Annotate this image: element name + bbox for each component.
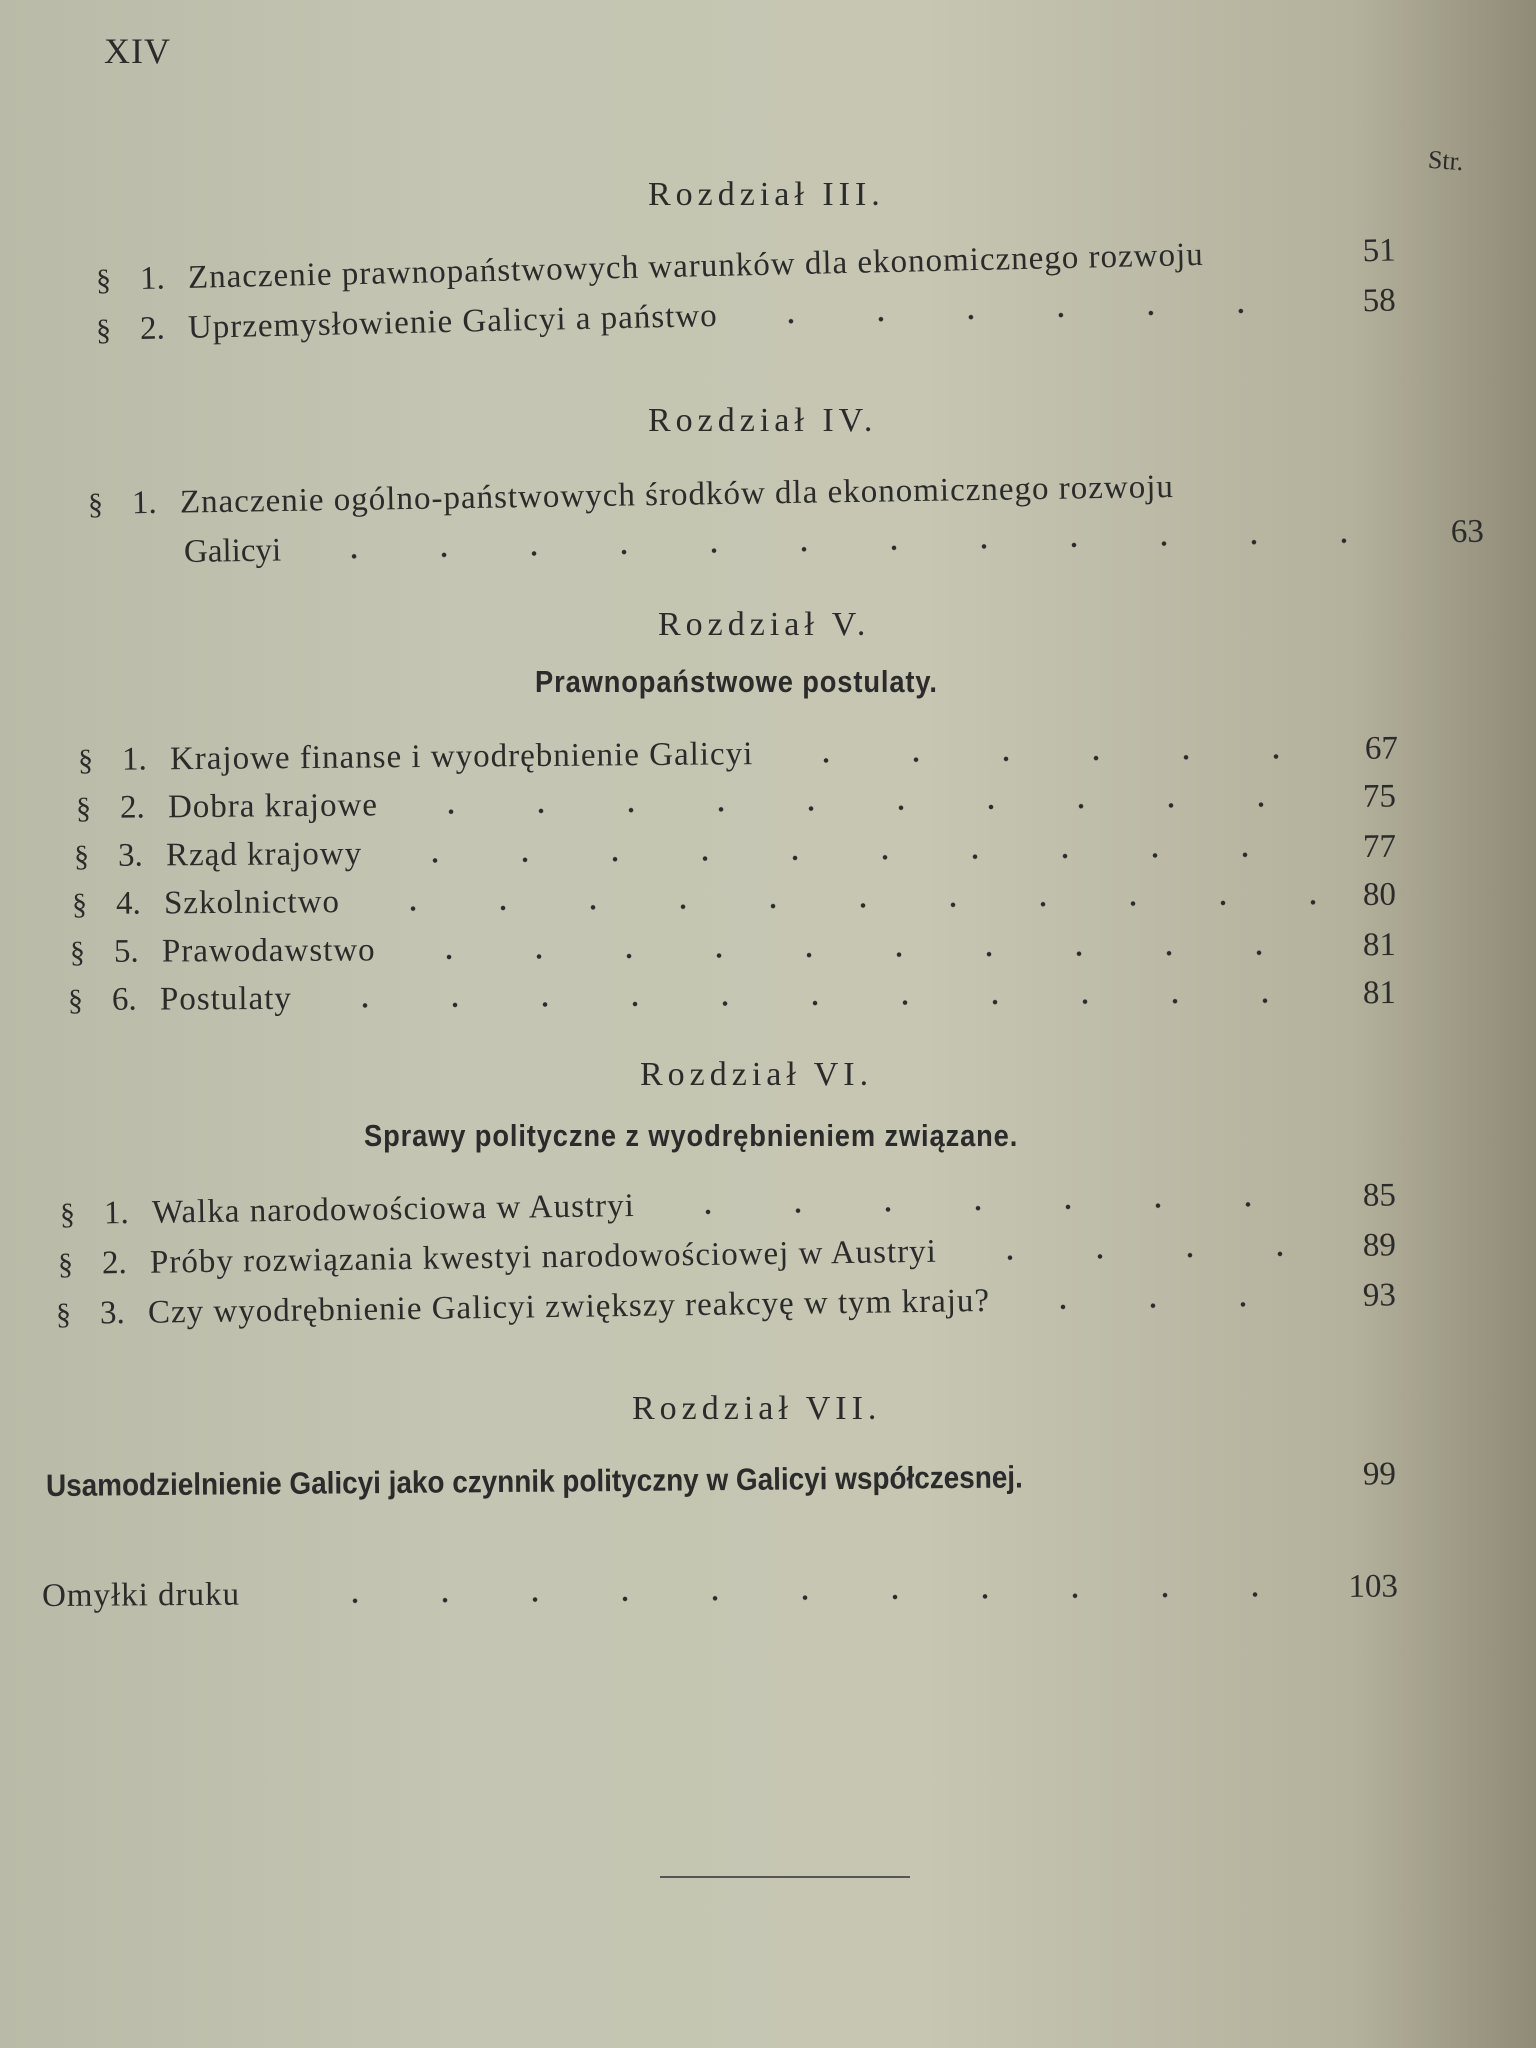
entry-number: 6. [111,981,137,1018]
section-symbol: § [95,263,112,297]
entry-number: 5. [113,933,139,970]
chapter-heading: Rozdział III. [648,176,885,213]
toc-entry [88,466,1388,523]
entry-page: 75 [1362,778,1397,815]
entry-title: Omyłki druku [41,1576,241,1614]
dot-leader [394,949,1318,960]
dot-leader [653,1200,1318,1215]
section-symbol: § [73,839,90,873]
entry-page: 99 [1362,1456,1397,1493]
section-symbol: § [67,983,84,1017]
section-symbol: § [55,1297,72,1331]
section-symbol: § [57,1247,74,1281]
chapter-heading: Rozdział VII. [632,1390,882,1427]
entry-page: 85 [1362,1177,1397,1214]
dot-leader [1222,256,1318,264]
entry-title: Prawodawstwo [161,932,376,970]
dot-leader [396,801,1318,815]
toc-entry [78,730,1398,779]
entry-page: 63 [1450,513,1485,551]
entry-title: Walka narodowościowa w Austryi [151,1187,636,1231]
section-symbol: § [75,791,92,825]
chapter-heading: Rozdział VI. [640,1056,874,1093]
toc-entry [70,927,1396,971]
entry-title: Próby rozwiązania kwestyi narodowościowej w Austryi [149,1233,938,1281]
chapter-heading: Rozdział IV. [648,402,878,439]
entry-page: 77 [1362,828,1397,866]
dot-leader [300,1591,1320,1604]
entry-title: Znaczenie prawnopaństwowych warunków dla ekonomicznego rozwoju [187,236,1205,296]
entry-title: Czy wyodrębnienie Galicyi zwiększy reakcyę w tym kraju? [147,1282,991,1331]
chapter-heading: Rozdział V. [658,606,871,643]
entry-title: Usamodzielnienie Galicyi jako czynnik polityczny w Galicyi współczesnej. [45,1459,1023,1503]
toc-entry [56,1277,1396,1333]
section-symbol: § [59,1197,76,1231]
entry-number: 1. [139,260,166,297]
entry-page: 89 [1362,1227,1397,1264]
toc-entry [60,1177,1396,1233]
entry-number: 1. [121,741,147,778]
entry-title: Szkolnictwo [163,884,341,922]
dot-leader [299,537,1406,560]
entry-number: 3. [117,837,143,874]
entry-title: Postulaty [159,980,292,1018]
section-symbol: § [95,313,112,347]
dot-leader [736,306,1318,325]
dot-leader [358,899,1318,912]
dot-leader [1008,1300,1318,1310]
toc-entry [68,975,1396,1019]
entry-number: 3. [99,1295,125,1332]
entry-title-continuation: Galicyi [183,532,282,570]
section-symbol: § [77,743,94,777]
entry-title: Uprzemysłowienie Galicyi a państwo [187,297,719,346]
entry-page: 67 [1364,730,1399,767]
chapter-subtitle: Prawnopaństwowe postulaty. [535,664,938,699]
entry-number: 1. [131,484,158,522]
entry-page: 81 [1362,927,1397,964]
entry-page: 58 [1362,282,1397,320]
entry-page: 103 [1348,1568,1399,1605]
dot-leader [310,997,1318,1008]
toc-entry-continuation [184,514,1484,571]
entry-page: 80 [1362,876,1397,913]
chapter-subtitle: Sprawy polityczne z wyodrębnieniem związane. [364,1118,1019,1153]
entry-page: 51 [1362,232,1397,270]
entry-number: 4. [115,885,141,922]
entry-title: Rząd krajowy [165,835,363,874]
page-column-label: Str. [1427,144,1465,177]
dot-leader [771,753,1320,764]
toc-entry [42,1569,1398,1615]
dot-leader [955,1250,1318,1261]
entry-title: Dobra krajowe [167,787,379,826]
dot-leader [380,851,1318,864]
entry-number: 2. [139,310,166,347]
entry-title: Znaczenie ogólno-państwowych środków dla ekonomicznego rozwoju [179,468,1175,521]
entry-title: Krajowe finanse i wyodrębnienie Galicyi [169,736,754,778]
entry-page: 81 [1362,975,1397,1012]
entry-number: 2. [101,1245,127,1282]
closing-rule [660,1876,910,1878]
toc-entry [46,1456,1396,1505]
entry-page: 93 [1362,1277,1397,1314]
page-number: XIV [104,31,171,71]
toc-entry [76,778,1396,827]
toc-entry [72,877,1396,923]
section-symbol: § [69,935,86,969]
entry-number: 1. [103,1195,129,1232]
toc-entry [74,829,1396,875]
toc-entry [58,1227,1396,1283]
section-symbol: § [87,487,104,521]
entry-number: 2. [119,789,145,826]
section-symbol: § [71,887,88,921]
